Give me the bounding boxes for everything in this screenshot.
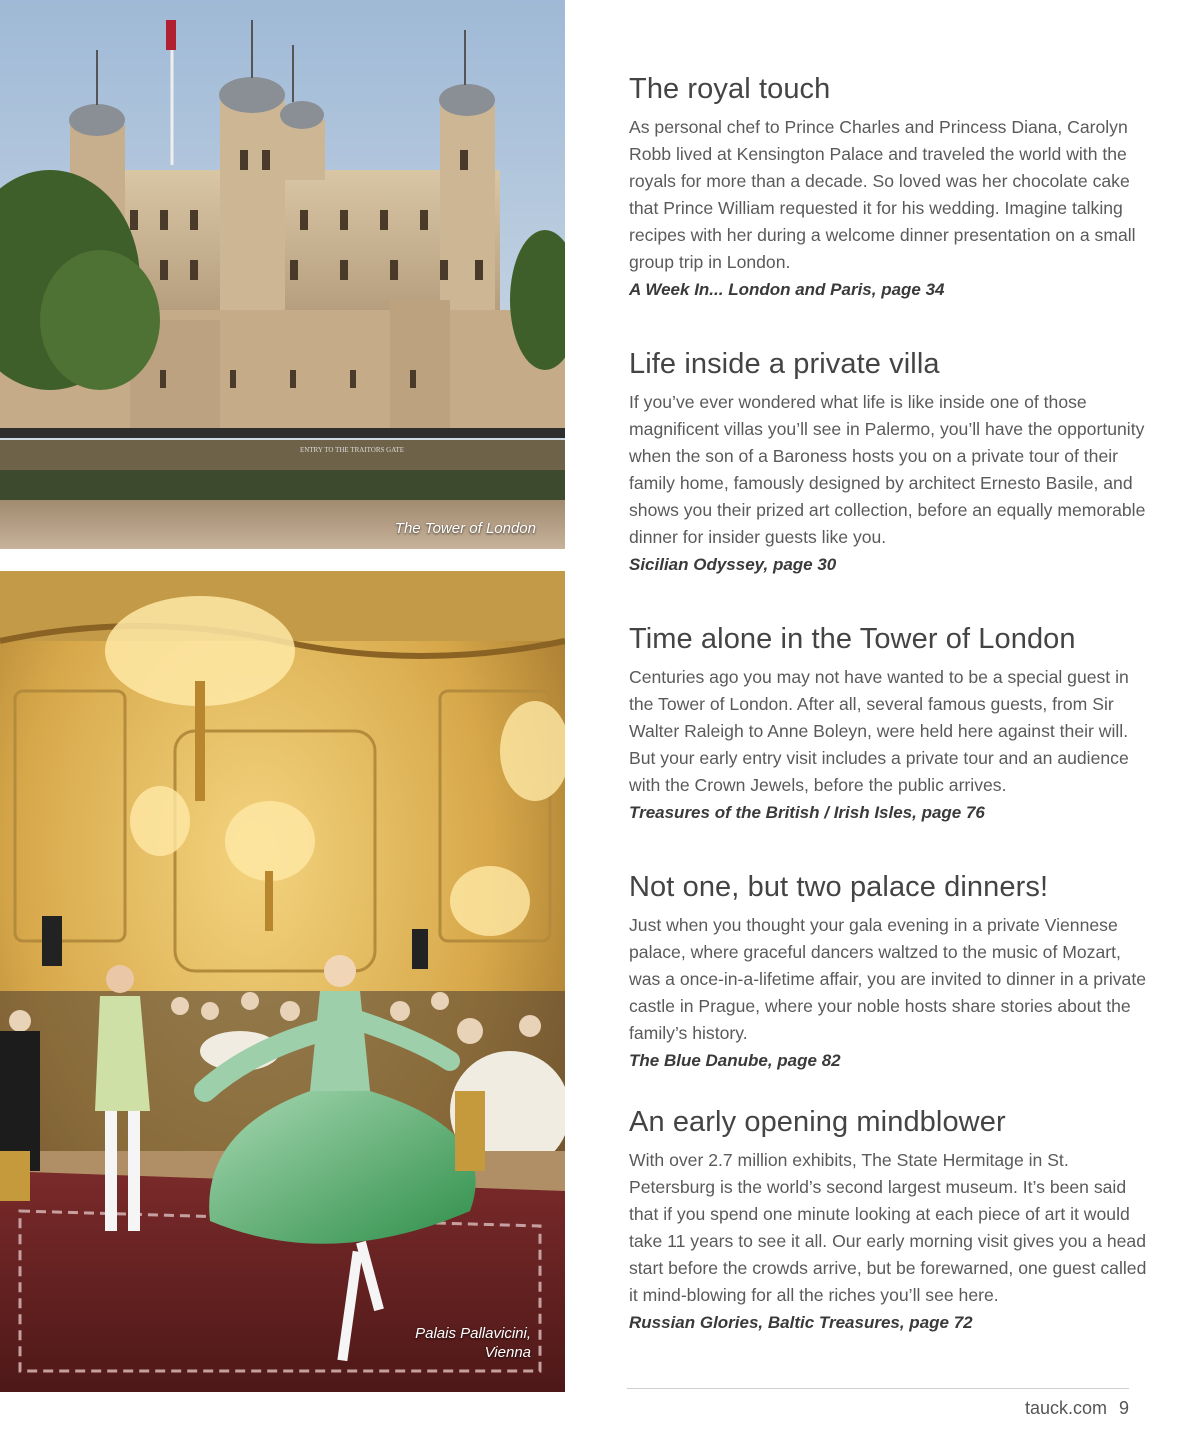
article-body: With over 2.7 million exhibits, The State Hermitage in St. Petersburg is the world’s second largest museum. It’s been said that if you spend one minute looking at each piece of art it would take 11 years to see it all. Our early morning visit gives you a head start before the crowds arrive, but be forewarned, one guest called it mind-blowing for all the riches you’ll see here. bbox=[629, 1150, 1147, 1305]
tower-of-london-illustration bbox=[0, 0, 565, 549]
tower-photo-caption: The Tower of London bbox=[394, 520, 536, 537]
article-heading: An early opening mindblower bbox=[629, 1106, 1006, 1138]
article-body: As personal chef to Prince Charles and Princess Diana, Carolyn Robb lived at Kensington Palace and traveled the world with the royals for more than a decade. So loved was her chocolate cake that Prince William requested it for his wedding. Imagine talking recipes with her during a welcome dinner presentation on a small group trip in London. bbox=[629, 117, 1136, 272]
article-royal-touch bbox=[629, 72, 1149, 303]
article-private-villa bbox=[629, 347, 1149, 578]
article-body: Just when you thought your gala evening in a private Viennese palace, where graceful dancers waltzed to the music of Mozart, was a once-in-a-lifetime affair, you are invited to dinner in a private castle in Prague, where your noble hosts share stories about the family’s history. bbox=[629, 915, 1147, 1043]
footer-site: tauck.com bbox=[1024, 1398, 1107, 1418]
traitors-gate-sign: ENTRY TO THE TRAITORS GATE bbox=[299, 446, 405, 454]
tower-of-london-photo bbox=[0, 0, 565, 549]
article-body: If you’ve ever wondered what life is like inside one of those magnificent villas you’ll see in Palermo, you’ll have the opportunity when the son of a Baroness hosts you on a private tour of their family home, famously designed by architect Ernesto Basile, and shows you their prized art collection, before an equally memorable dinner for insider guests like you. bbox=[629, 392, 1146, 547]
article-palace-dinners bbox=[629, 870, 1149, 1074]
page-number: 9 bbox=[1118, 1398, 1129, 1418]
palace-photo-caption bbox=[331, 1324, 531, 1362]
article-reference: The Blue Danube, page 82 bbox=[629, 1051, 841, 1070]
article-body: Centuries ago you may not have wanted to be a special guest in the Tower of London. After all, several famous guests, from Sir Walter Raleigh to Anne Boleyn, were held here against their will. But your early entry visit includes a private tour and an audience with the Crown Jewels, before the public arrives. bbox=[629, 667, 1129, 795]
ballroom-illustration bbox=[0, 571, 565, 1392]
palais-pallavicini-photo bbox=[0, 571, 565, 1392]
palace-caption-line2: Vienna bbox=[484, 1344, 531, 1361]
article-heading: Life inside a private villa bbox=[629, 348, 940, 380]
article-reference: Russian Glories, Baltic Treasures, page 72 bbox=[629, 1313, 973, 1332]
article-reference: A Week In... London and Paris, page 34 bbox=[629, 280, 945, 299]
article-heading: The royal touch bbox=[629, 73, 831, 105]
article-heading: Not one, but two palace dinners! bbox=[629, 871, 1049, 903]
palace-caption-line1: Palais Pallavicini, bbox=[415, 1325, 531, 1342]
article-tower-of-london bbox=[629, 622, 1149, 826]
article-reference: Sicilian Odyssey, page 30 bbox=[629, 555, 837, 574]
article-heading: Time alone in the Tower of London bbox=[629, 623, 1076, 655]
footer-divider bbox=[627, 1388, 1129, 1389]
article-reference: Treasures of the British / Irish Isles, page 76 bbox=[629, 803, 985, 822]
article-early-opening bbox=[629, 1105, 1149, 1336]
page-footer bbox=[1025, 1398, 1129, 1419]
